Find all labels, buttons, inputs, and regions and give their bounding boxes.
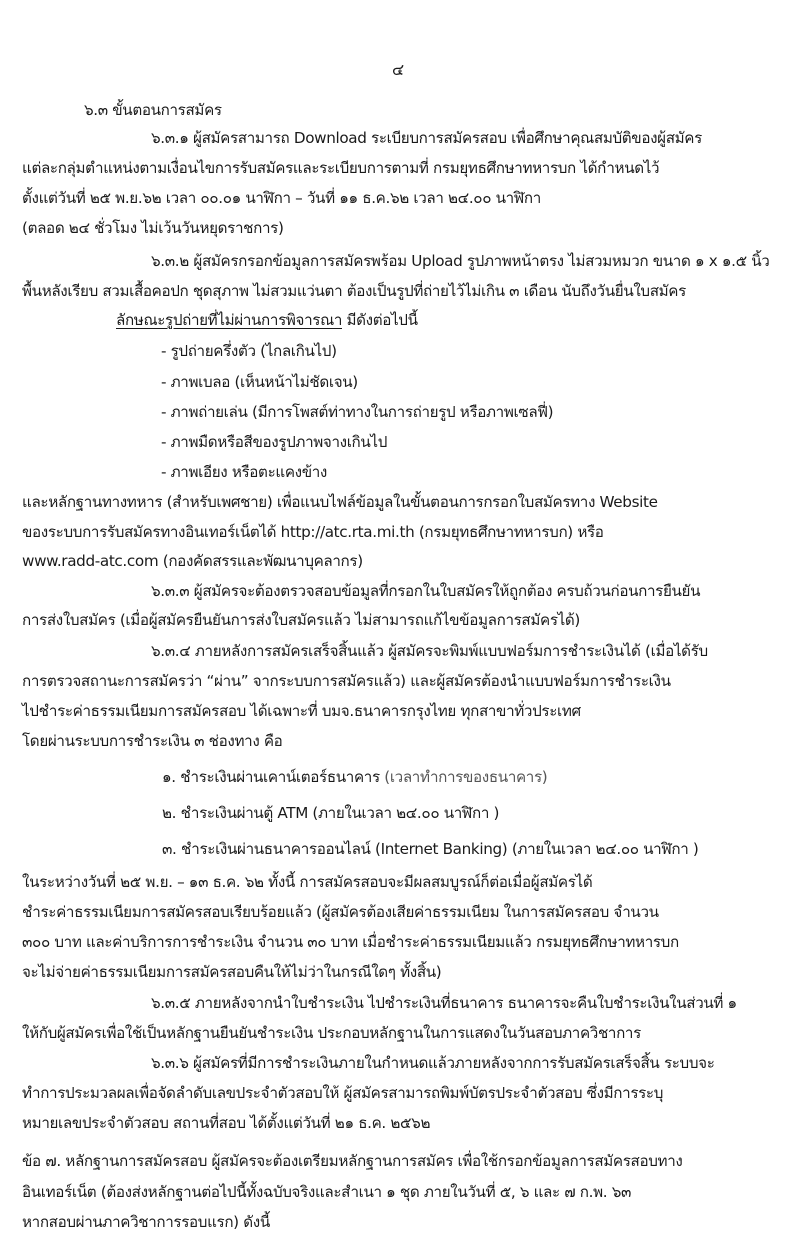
section-7-line: อินเทอร์เน็ต (ต้องส่งหลักฐานต่อไปนี้ทั้งฉบับจริงและสำเนา ๑ ชุด ภายในวันที่ ๕, ๖ และ ๗ ก.พ. ๖๓ — [22, 1183, 632, 1201]
payment-channel-internet-banking: ๓. ชำระเงินผ่านธนาคารออนไลน์ (Internet Banking) (ภายในเวลา ๒๔.๐๐ นาฬิกา ) — [162, 840, 699, 858]
section-7-line: หากสอบผ่านภาควิชาการรอบแรก) ดังนี้ — [22, 1213, 270, 1231]
paragraph-6-3-2-after-line: และหลักฐานทางทหาร (สำหรับเพศชาย) เพื่อแนบไฟล์ข้อมูลในขั้นตอนการกรอกใบสมัครทาง Website — [22, 493, 658, 511]
rejected-photos-heading: ลักษณะรูปถ่ายที่ไม่ผ่านการพิจารณา มีดังต่อไปนี้ — [116, 311, 418, 329]
paragraph-6-3-1-line: ๖.๓.๑ ผู้สมัครสามารถ Download ระเบียบการสมัครสอบ เพื่อศึกษาคุณสมบัติของผู้สมัคร — [151, 129, 702, 147]
rejected-photo-item: - รูปถ่ายครึ่งตัว (ไกลเกินไป) — [161, 342, 337, 360]
paragraph-6-3-4-line: การตรวจสถานะการสมัครว่า “ผ่าน” จากระบบการสมัครแล้ว) และผู้สมัครต้องนำแบบฟอร์มการชำระเงิน — [22, 672, 671, 690]
paragraph-6-3-6-line: หมายเลขประจำตัวสอบ สถานที่สอบ ได้ตั้งแต่วันที่ ๒๑ ธ.ค. ๒๕๖๒ — [22, 1114, 431, 1132]
section-7-line: ข้อ ๗. หลักฐานการสมัครสอบ ผู้สมัครจะต้องเตรียมหลักฐานการสมัคร เพื่อใช้กรอกข้อมูลการสมัครสอบทาง — [22, 1152, 683, 1170]
paragraph-6-3-2-line: ๖.๓.๒ ผู้สมัครกรอกข้อมูลการสมัครพร้อม Upload รูปภาพหน้าตรง ไม่สวมหมวก ขนาด ๑ x ๑.๕ นิ้ว — [151, 252, 770, 270]
paragraph-6-3-4-line: โดยผ่านระบบการชำระเงิน ๓ ช่องทาง คือ — [22, 732, 283, 750]
payment-period-line: ๓๐๐ บาท และค่าบริการการชำระเงิน จำนวน ๓๐ บาท เมื่อชำระค่าธรรมเนียมแล้ว กรมยุทธศึกษาทหารบก — [22, 933, 679, 951]
paragraph-6-3-6-line: ๖.๓.๖ ผู้สมัครที่มีการชำระเงินภายในกำหนดแล้วภายหลังจากการรับสมัครเสร็จสิ้น ระบบจะ — [151, 1054, 715, 1072]
page-number: ๔ — [392, 60, 405, 79]
rejected-photo-item: - ภาพเบลอ (เห็นหน้าไม่ชัดเจน) — [161, 373, 358, 391]
paragraph-6-3-3-line: การส่งใบสมัคร (เมื่อผู้สมัครยืนยันการส่งใบสมัครแล้ว ไม่สามารถแก้ไขข้อมูลการสมัครได้) — [22, 611, 581, 629]
paragraph-6-3-2-line: พื้นหลังเรียบ สวมเสื้อคอปก ชุดสุภาพ ไม่สวมแว่นตา ต้องเป็นรูปที่ถ่ายไว้ไม่เกิน ๓ เดือน นับถึงวันยื่นใบสมัคร — [22, 282, 686, 300]
payment-period-line: จะไม่จ่ายค่าธรรมเนียมการสมัครสอบคืนให้ไม่ว่าในกรณีใดๆ ทั้งสิ้น) — [22, 963, 442, 981]
payment-period-line: ชำระค่าธรรมเนียมการสมัครสอบเรียบร้อยแล้ว (ผู้สมัครต้องเสียค่าธรรมเนียม ในการสมัครสอบ จำนวน — [22, 903, 659, 921]
paragraph-6-3-5-line: ๖.๓.๕ ภายหลังจากนำใบชำระเงิน ไปชำระเงินที่ธนาคาร ธนาคารจะคืนใบชำระเงินในส่วนที่ ๑ — [151, 994, 737, 1012]
paragraph-6-3-1-line: (ตลอด ๒๔ ชั่วโมง ไม่เว้นวันหยุดราชการ) — [22, 219, 284, 237]
payment-period-line: ในระหว่างวันที่ ๒๕ พ.ย. – ๑๓ ธ.ค. ๖๒ ทั้งนี้ การสมัครสอบจะมีผลสมบูรณ์ก็ต่อเมื่อผู้สมัครได้ — [22, 873, 593, 891]
rejected-photo-item: - ภาพเอียง หรือตะแคงข้าง — [161, 463, 327, 481]
paragraph-6-3-4-line: ไปชำระค่าธรรมเนียมการสมัครสอบ ได้เฉพาะที่ บมจ.ธนาคารกรุงไทย ทุกสาขาทั่วประเทศ — [22, 702, 581, 720]
paragraph-6-3-3-line: ๖.๓.๓ ผู้สมัครจะต้องตรวจสอบข้อมูลที่กรอกในใบสมัครให้ถูกต้อง ครบถ้วนก่อนการยืนยัน — [151, 582, 701, 600]
rejected-photos-title: ลักษณะรูปถ่ายที่ไม่ผ่านการพิจารณา — [116, 311, 342, 329]
rejected-photo-item: - ภาพถ่ายเล่น (มีการโพสต์ท่าทางในการถ่ายรูป หรือภาพเซลฟี่) — [161, 403, 554, 421]
section-heading-6-3: ๖.๓ ขั้นตอนการสมัคร — [84, 101, 222, 119]
rejected-photo-item: - ภาพมืดหรือสีของรูปภาพจางเกินไป — [161, 433, 388, 451]
paragraph-6-3-6-line: ทำการประมวลผลเพื่อจัดลำดับเลขประจำตัวสอบให้ ผู้สมัครสามารถพิมพ์บัตรประจำตัวสอบ ซึ่งมีการระบุ — [22, 1084, 664, 1102]
payment-channel-atm: ๒. ชำระเงินผ่านตู้ ATM (ภายในเวลา ๒๔.๐๐ นาฬิกา ) — [162, 804, 500, 822]
paragraph-6-3-1-line: ตั้งแต่วันที่ ๒๕ พ.ย.๖๒ เวลา ๐๐.๐๑ นาฬิกา – วันที่ ๑๑ ธ.ค.๖๒ เวลา ๒๔.๐๐ นาฬิกา — [22, 189, 541, 207]
paragraph-6-3-2-after-line: www.radd-atc.com (กองคัดสรรและพัฒนาบุคลากร) — [22, 552, 363, 570]
paragraph-6-3-5-line: ให้กับผู้สมัครเพื่อใช้เป็นหลักฐานยืนยันชำระเงิน ประกอบหลักฐานในการแสดงในวันสอบภาควิชาการ — [22, 1024, 641, 1042]
paragraph-6-3-2-after-line: ของระบบการรับสมัครทางอินเทอร์เน็ตได้ http://atc.rta.mi.th (กรมยุทธศึกษาทหารบก) หรือ — [22, 523, 604, 541]
paragraph-6-3-4-line: ๖.๓.๔ ภายหลังการสมัครเสร็จสิ้นแล้ว ผู้สมัครจะพิมพ์แบบฟอร์มการชำระเงินได้ (เมื่อได้รับ — [151, 642, 708, 660]
paragraph-6-3-1-line: แต่ละกลุ่มตำแหน่งตามเงื่อนไขการรับสมัครและระเบียบการตามที่ กรมยุทธศึกษาทหารบก ได้กำหนดไว้ — [22, 159, 660, 177]
payment-channel-counter: ๑. ชำระเงินผ่านเคาน์เตอร์ธนาคาร (เวลาทำการของธนาคาร) — [162, 768, 548, 786]
